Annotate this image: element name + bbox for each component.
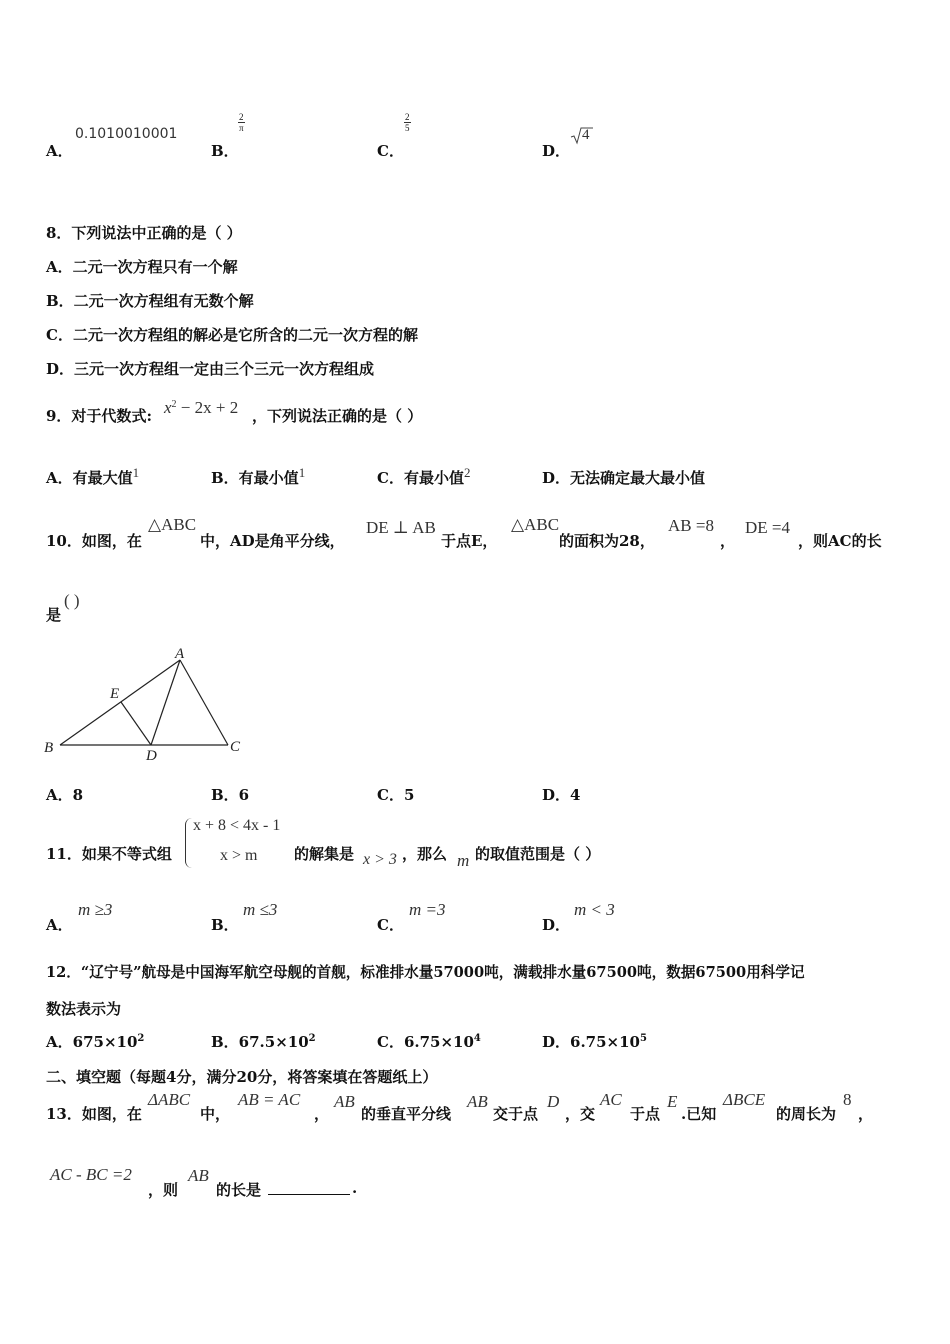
q10-de-value: DE =4	[745, 518, 790, 537]
q9-option-b	[211, 467, 305, 488]
q10-triangle-figure	[40, 642, 250, 767]
q10-option-d: D．4	[542, 786, 581, 804]
q11-solution: x > 3	[363, 851, 397, 868]
q13-point-d: D	[547, 1092, 560, 1111]
q13-text-1: 13．如图，在	[46, 1105, 142, 1123]
q12-option-c-text: C．6.75×10	[377, 1033, 474, 1051]
q12-option-b-text: B．67.5×10	[211, 1033, 309, 1051]
q12-option-a	[46, 1031, 144, 1052]
q9-option-a-val: 1	[132, 465, 140, 480]
q13-text-10: ，	[858, 1105, 874, 1123]
q13-text-8: .已知	[681, 1105, 717, 1123]
q9-option-c	[377, 467, 470, 488]
label-a: A	[175, 646, 185, 662]
q8-stem: 8．下列说法中正确的是（ ）	[46, 224, 242, 242]
label-d: D	[146, 748, 157, 764]
q9-expr-x: x	[164, 398, 172, 417]
label-b: B	[44, 740, 54, 756]
q7-option-c-den: 5	[405, 123, 410, 133]
q9-option-c-text: C．有最小值	[377, 469, 464, 487]
q13-ac: AC	[600, 1090, 622, 1109]
q9-option-d: D．无法确定最大最小值	[542, 469, 706, 487]
segment-ac	[180, 660, 228, 745]
q8-option-c: C．二元一次方程组的解必是它所含的二元一次方程的解	[46, 326, 418, 344]
q10-comma: ，	[720, 532, 736, 550]
q11-option-a-expr: m ≥3	[78, 900, 113, 919]
q11-text-4: 的取值范围是（ ）	[475, 845, 601, 863]
q9-expression	[164, 398, 238, 418]
q11-option-a-letter: A．	[46, 916, 73, 934]
q13-point-e: E	[667, 1092, 678, 1111]
q11-option-c-letter: C．	[377, 916, 404, 934]
q8-option-d: D．三元一次方程组一定由三个三元一次方程组成	[46, 360, 375, 378]
label-e: E	[110, 686, 120, 702]
q7-option-d-sqrt	[570, 126, 594, 146]
q11-option-c-expr: m =3	[409, 900, 446, 919]
q13-ab-2: AB	[467, 1092, 488, 1111]
segment-ed	[121, 702, 151, 745]
q7-option-c-fraction	[404, 112, 411, 133]
q10-text-3: 于点E，	[441, 532, 498, 550]
q11-option-b-letter: B．	[211, 916, 239, 934]
q10-text-1: 10．如图，在	[46, 532, 142, 550]
q10-triangle-1: △ABC	[148, 515, 197, 534]
q11-option-d-expr: m < 3	[574, 900, 615, 919]
q12-option-c	[377, 1031, 481, 1052]
q12-option-b-exp: 2	[308, 1033, 316, 1044]
q13-triangle-bce: ΔBCE	[723, 1090, 766, 1109]
q12-option-d-exp: 5	[639, 1033, 647, 1044]
q7-option-c-letter: C．	[377, 142, 404, 160]
q9-option-b-text: B．有最小值	[211, 469, 299, 487]
q13-triangle: ΔABC	[148, 1090, 191, 1109]
q12-option-a-exp: 2	[137, 1033, 145, 1044]
q11-m: m	[457, 851, 470, 870]
q9-expr-exp: 2	[171, 399, 177, 410]
q11-brace	[185, 818, 192, 868]
segment-ba	[60, 660, 180, 745]
q11-text-3: ，那么	[402, 845, 448, 863]
q10-option-c: C．5	[377, 786, 415, 804]
q10-ab-value: AB =8	[668, 516, 714, 535]
q10-text-6: 是	[46, 606, 62, 624]
q13-text-2: 中，	[200, 1105, 231, 1123]
q13-perimeter: 8	[843, 1090, 852, 1109]
q10-text-2: 中，AD是角平分线，	[200, 532, 345, 550]
q11-text-1: 11．如果不等式组	[46, 845, 172, 863]
q7-option-c-num: 2	[405, 112, 410, 122]
q13-text-3: ，	[314, 1105, 330, 1123]
q9-stem-pre: 9．对于代数式:	[46, 407, 152, 425]
q13-equation: AB = AC	[238, 1090, 301, 1109]
q7-option-b-num: 2	[239, 112, 244, 122]
q9-option-a	[46, 467, 139, 488]
q10-option-b: B．6	[211, 786, 250, 804]
q13-difference: AC - BC =2	[50, 1165, 132, 1184]
q12-option-a-text: A．675×10	[46, 1033, 138, 1051]
q12-stem-line-1: 12．“辽宁号”航母是中国海军航空母舰的首舰，标准排水量57000吨，满载排水量67500吨，数据67500用科学记	[46, 964, 805, 981]
q10-option-a: A．8	[46, 786, 84, 804]
q7-option-b-den: π	[238, 123, 244, 133]
q7-option-d-radicand: 4	[582, 127, 590, 143]
segment-ad	[151, 660, 180, 745]
q7-option-d-letter: D．	[542, 142, 571, 160]
q11-inequality-2: x > m	[220, 847, 258, 864]
label-c: C	[230, 739, 241, 755]
section-2-heading: 二、填空题（每题4分，满分20分，将答案填在答题纸上）	[46, 1068, 438, 1086]
q13-text-4: 的垂直平分线	[361, 1105, 452, 1123]
q7-option-b-letter: B．	[211, 142, 239, 160]
q12-option-d-text: D．6.75×10	[542, 1033, 640, 1051]
q9-stem-post: ，下列说法正确的是（ ）	[252, 407, 423, 425]
q11-inequality-1: x + 8 < 4x - 1	[193, 817, 281, 834]
q8-option-b: B．二元一次方程组有无数个解	[46, 292, 254, 310]
q13-text-9: 的周长为	[776, 1105, 837, 1123]
q13-answer-blank[interactable]	[268, 1180, 350, 1199]
q7-option-a-value: 0.1010010001	[75, 126, 178, 142]
q9-option-c-val: 2	[463, 465, 471, 480]
q9-option-b-val: 1	[298, 465, 306, 480]
q12-option-d	[542, 1031, 647, 1052]
q10-answer-paren: ( )	[64, 591, 80, 610]
q10-text-4: 的面积为28，	[559, 532, 655, 550]
q13-text-12: 的长是	[216, 1181, 262, 1199]
q12-option-c-exp: 4	[473, 1033, 481, 1044]
q12-stem-line-2: 数法表示为	[46, 1000, 122, 1018]
q13-text-5: 交于点	[493, 1105, 539, 1123]
q12-option-b	[211, 1031, 316, 1052]
q7-option-a-letter: A．	[46, 142, 73, 160]
q10-perpendicular: DE ⊥ AB	[366, 518, 436, 537]
q11-option-b-expr: m ≤3	[243, 900, 278, 919]
q11-text-2: 的解集是	[294, 845, 355, 863]
q13-ab-1: AB	[334, 1092, 355, 1111]
q13-ab-3: AB	[188, 1166, 209, 1185]
q9-expr-rest: − 2x + 2	[176, 398, 239, 417]
q13-text-7: 于点	[630, 1105, 661, 1123]
q10-triangle-2: △ABC	[511, 515, 560, 534]
q13-text-11: ，则	[148, 1181, 179, 1199]
q11-option-d-letter: D．	[542, 916, 571, 934]
q13-text-13: .	[352, 1179, 358, 1197]
q13-text-6: ，交	[565, 1105, 596, 1123]
q7-option-b-fraction	[238, 112, 245, 133]
q8-option-a: A．二元一次方程只有一个解	[46, 258, 238, 276]
q9-option-a-text: A．有最大值	[46, 469, 133, 487]
q10-text-5: ，则AC的长	[798, 532, 882, 550]
